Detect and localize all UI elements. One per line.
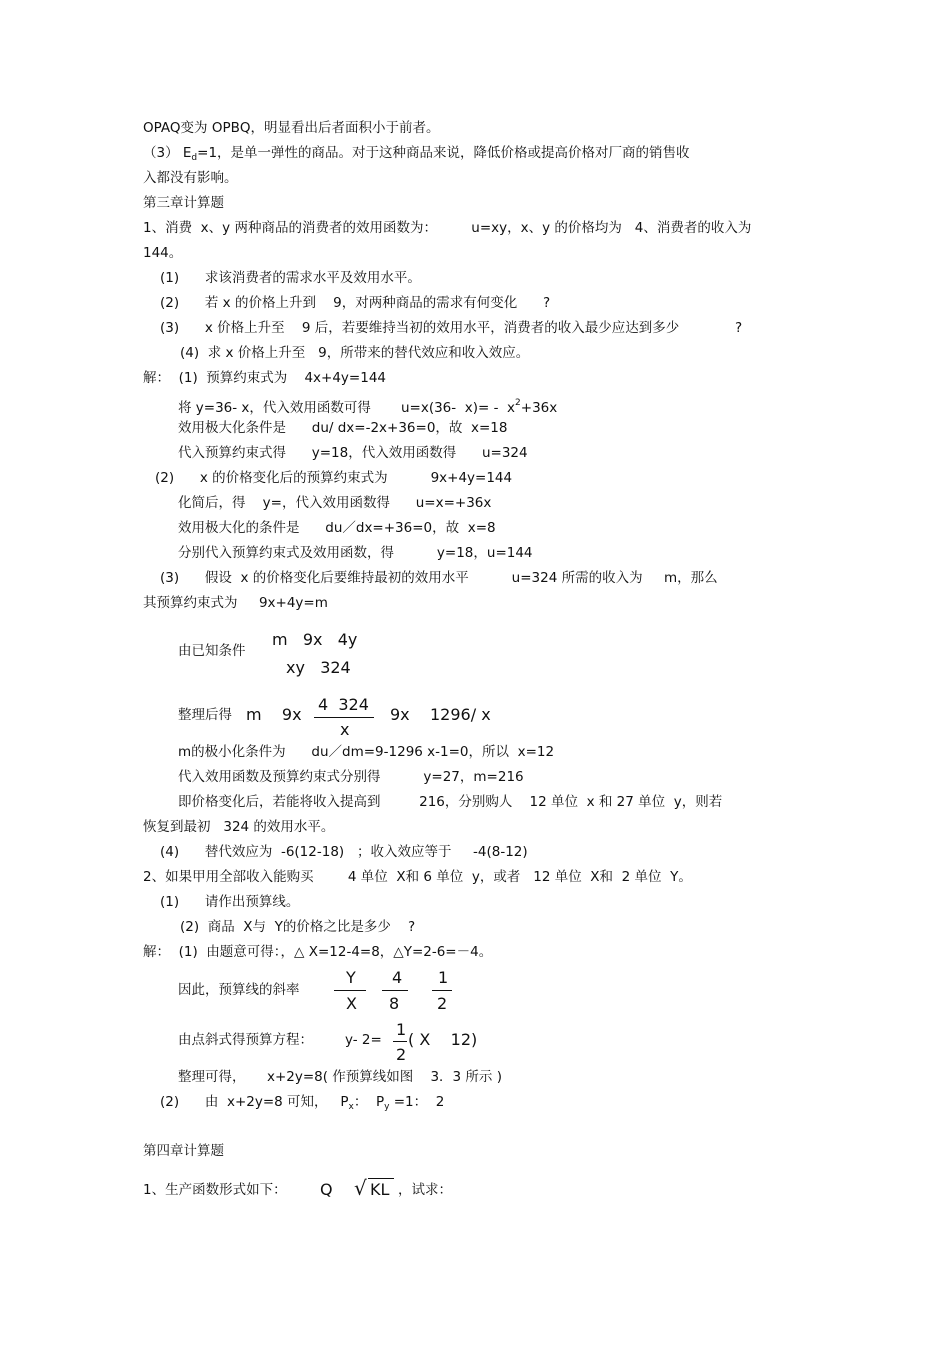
text-line: 整理可得， x+2y=8( 作预算线如图 3．3 所示 ) [178,1069,502,1085]
text-line: (4) 替代效应为 -6(12-18) ；收入效应等于 -4(8-12) [160,844,528,860]
text-line: 因此，预算线的斜率 [178,982,300,998]
text-line: (2) 由 x+2y=8 可知， $P_x$： $P_y =1$： 2 [160,1094,445,1112]
text-line: 效用极大化的条件是 du／dx=+36=0，故 x=8 [178,520,496,536]
text-line: （3） $E_d=1$，是单一弹性的商品。对于这种商品来说，降低价格或提高价格对厂商的销售收 [143,145,690,163]
production-q: Q [320,1180,333,1199]
text-line: (2) 商品 X与 Y的价格之比是多少 ? [180,919,416,935]
text-line: 将 y=36- x，代入效用函数可得 u=x(36- $x)= - x^2+36x$ [178,398,558,416]
fraction-bar [382,990,408,991]
text-line: m的极小化条件为 du／dm=9-1296 x-1=0，所以 x=12 [178,744,555,760]
text-line: 恢复到最初 324 的效用水平。 [143,819,335,835]
text-line: 代入预算约束式得 y=18，代入效用函数得 u=324 [178,445,528,461]
text-line: 其预算约束式为 9x+4y=m [143,595,328,611]
text-line: 入都没有影响。 [143,170,238,186]
text-line: 144。 [143,245,183,261]
text-line: 效用极大化条件是 du/ dx=-2x+36=0，故 x=18 [178,420,508,436]
text-line: 解： (1) 由题意可得：，△ X=12-4=8，△Y=2-6=－4。 [143,944,493,960]
text-line: 1、生产函数形式如下： [143,1182,287,1198]
radical-overline [368,1178,394,1179]
text-line: 代入效用函数及预算约束式分别得 y=27，m=216 [178,769,524,785]
radicand: KL [370,1180,390,1199]
section-heading: 第三章计算题 [143,195,224,211]
text-line: 即价格变化后，若能将收入提高到 216，分别购人 12 单位 x 和 27 单位 y，则若 [178,794,723,810]
equation-rhs: ( X 12) [408,1030,478,1049]
text-line: 由已知条件 [178,643,246,659]
text-line: 化简后，得 y=，代入效用函数得 u=x=+36x [178,495,492,511]
text-line: (4) 求 x 价格上升至 9，所带来的替代效应和收入效应。 [180,345,530,361]
fraction-bar [334,990,366,991]
fraction-bar [314,717,374,718]
text-line: ，试求： [398,1182,452,1198]
section-heading: 第四章计算题 [143,1143,224,1159]
slope-numerator: Y [346,968,356,987]
text-line: 1、消费 x、y 两种商品的消费者的效用函数为： u=xy，x、y 的价格均为 4、消费者的收入为 [143,220,752,236]
equation-rhs: 9x 1296/ x [390,705,491,724]
text-line: 解： (1) 预算约束式为 4x+4y=144 [143,370,386,386]
text-line: 2、如果甲用全部收入能购买 4 单位 X和 6 单位 y，或者 12 单位 X和 2 单位 Y。 [143,869,692,885]
text-line: (1) 请作出预算线。 [160,894,300,910]
text-line: (3) 假设 x 的价格变化后要维持最初的效用水平 u=324 所需的收入为 m，那么 [160,570,718,586]
slope-denominator: X [346,994,357,1013]
text-line: (1) 求该消费者的需求水平及效用水平。 [160,270,421,286]
slope-denominator: 2 [437,994,448,1013]
text-line: (2) 若 x 的价格上升到 9，对两种商品的需求有何变化 ? [160,295,551,311]
slope-numerator: 4 [392,968,403,987]
fraction-numerator: 1 [396,1020,407,1039]
equation-system-row-1: m 9x 4y [272,630,358,649]
text-line: (2) x 的价格变化后的预算约束式为 9x+4y=144 [155,470,513,486]
fraction-denominator: x [340,720,350,739]
fraction-bar [393,1041,407,1042]
text-line: 由点斜式得预算方程： [178,1032,313,1048]
fraction-numerator: 4 324 [318,695,369,714]
radical-sign: √ [354,1176,367,1200]
text-line: (3) x 价格上升至 9 后，若要维持当初的效用水平，消费者的收入最少应达到多少 ? [160,320,743,336]
text-line: 分别代入预算约束式及效用函数，得 y=18，u=144 [178,545,533,561]
equation-lhs: m 9x [246,705,302,724]
slope-denominator: 8 [389,994,400,1013]
text-line: OPAQ变为 OPBQ，明显看出后者面积小于前者。 [143,120,440,136]
equation-lhs: y- 2= [345,1032,382,1048]
text-line: 整理后得 [178,707,232,723]
fraction-bar [432,990,452,991]
slope-numerator: 1 [438,968,449,987]
fraction-denominator: 2 [396,1045,407,1064]
equation-system-row-2: xy 324 [286,658,351,677]
